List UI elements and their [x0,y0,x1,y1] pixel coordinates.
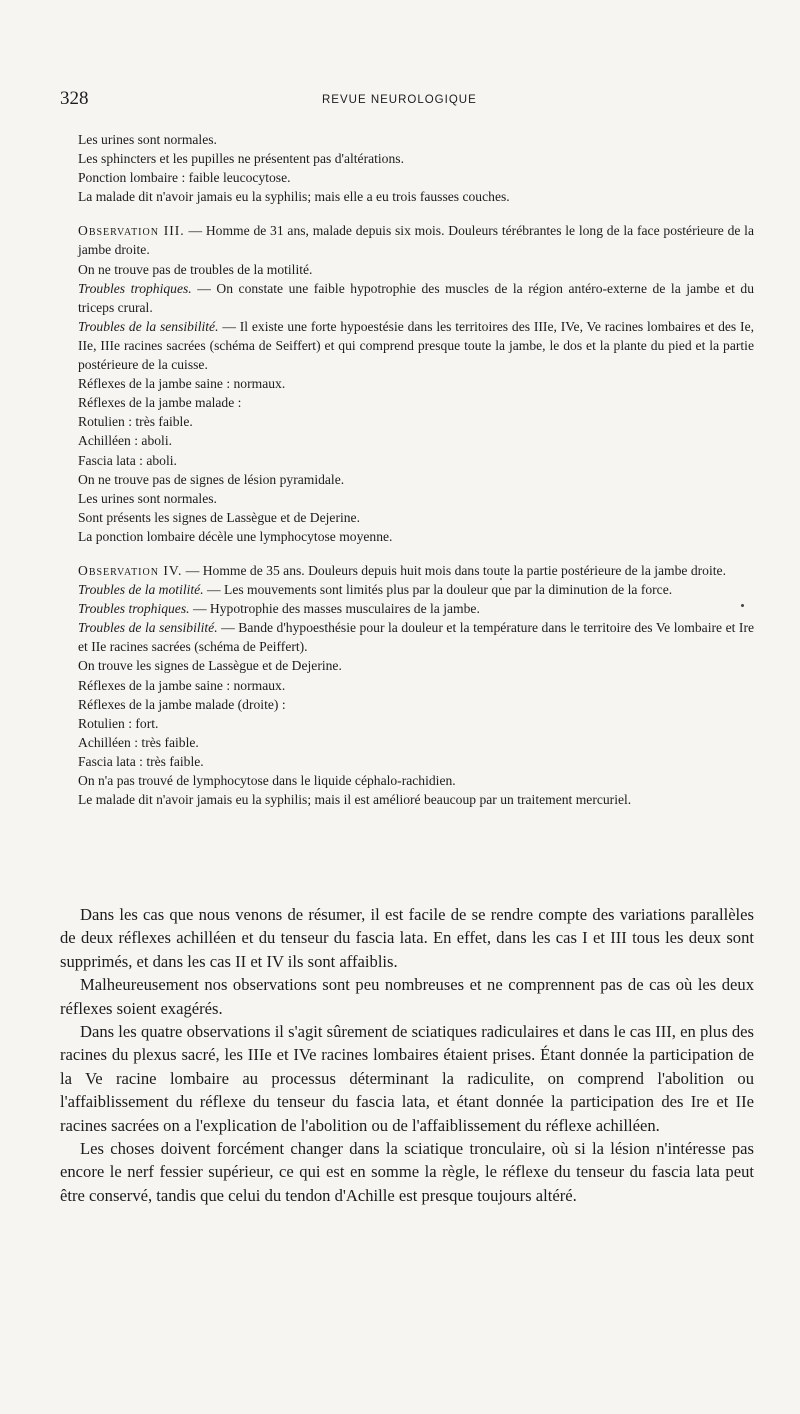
obs3-line: Rotulien : très faible. [78,414,193,430]
obs3-line: Fascia lata : aboli. [78,452,177,468]
obs3-line: On ne trouve pas de signes de lésion pyramidale. [78,471,345,487]
obs3-intro [78,221,754,259]
obs3-line: Réflexes de la jambe malade : [78,395,242,411]
print-speck [741,604,744,607]
page-header [60,88,750,112]
obs4-motility-text: — Les mouvements sont limités plus par la douleur que par la diminution de la force. [207,582,673,598]
obs4-motility-label: Troubles de la motilité. [78,582,204,598]
obs3-sensibility-text: — Il existe une forte hypoestésie dans les territoires des IIIe, IVe, Ve racines lombaires et des Ie, IIe, IIIe racines sacrées (schéma de Seiffert) et qui comprend presque toute la jambe, le dos et la plante du pied et la partie postérieure de la cuisse. [78,318,754,373]
obs4-trophic [78,599,754,618]
obs4-line: Fascia lata : très faible. [78,753,204,769]
discussion-paragraph: Les choses doivent forcément changer dans la sciatique tronculaire, où si la lésion n'intéresse pas encore le nerf fessier supérieur, ce qui est en somme la règle, le réflexe du tenseur du fascia lata peut être conservé, tandis que celui du tendon d'Achille est presque toujours altéré. [60,1139,754,1205]
obs3-sensibility-label: Troubles de la sensibilité. [78,318,219,334]
obs4-line: Achilléen : très faible. [78,734,199,750]
case-reports [78,130,754,809]
obs3-line: Réflexes de la jambe saine : normaux. [78,376,286,392]
obs4-line: On n'a pas trouvé de lymphocytose dans le liquide céphalo-rachidien. [78,773,456,788]
obs4-trophic-label: Troubles trophiques. [78,601,190,617]
obs3-line: La ponction lombaire décèle une lymphocytose moyenne. [78,528,393,544]
obs4-line: Le malade dit n'avoir jamais eu la syphilis; mais il est amélioré beaucoup par un traitement mercuriel. [78,792,632,808]
obs4-sensibility [78,618,754,656]
discussion-paragraph: Dans les cas que nous venons de résumer, il est facile de se rendre compte des variations parallèles de deux réflexes achilléen et du tenseur du fascia lata. En effet, dans les cas I et III tous les deux sont supprimés, et dans les cas II et IV ils sont affaiblis. [60,905,754,971]
obs2-line: La malade dit n'avoir jamais eu la syphilis; mais elle a eu trois fausses couches. [78,189,510,205]
obs2-line: Ponction lombaire : faible leucocytose. [78,170,291,186]
obs3-sensibility [78,317,754,374]
page-number: 328 [60,88,89,109]
discussion-paragraph: Dans les quatre observations il s'agit sûrement de sciatiques radiculaires et dans le cas III, en plus des racines du plexus sacré, les IIIe et IVe racines lombaires étaient prises. Étant donnée la participation de la Ve racine lombaire au processus déterminant la radiculite, on comprend l'abolition ou l'affaiblissement du réflexe du tenseur du fascia lata, et étant donnée la participation des Ire et IIe racines sacrées on a l'explication de l'abolition ou de l'affaiblissement du réflexe achilléen. [60,1022,754,1135]
obs3-line: Les urines sont normales. [78,490,217,506]
obs4-line: Rotulien : fort. [78,715,159,731]
obs2-line: Les urines sont normales. [78,132,217,147]
obs3-intro-text: — Homme de 31 ans, malade depuis six mois. Douleurs térébrantes le long de la face postérieure de la jambe droite. [78,223,754,258]
obs3-line: Sont présents les signes de Lassègue et de Dejerine. [78,509,360,525]
obs4-line: On trouve les signes de Lassègue et de Dejerine. [78,658,342,674]
obs3-trophic-text: — On constate une faible hypotrophie des muscles de la région antéro-externe de la jambe et du triceps crural. [78,280,754,315]
observation-2-tail [78,130,754,206]
obs3-motility: On ne trouve pas de troubles de la motilité. [78,261,313,277]
obs4-motility [78,580,754,599]
obs3-trophic [78,279,754,317]
discussion-paragraph: Malheureusement nos observations sont peu nombreuses et ne comprennent pas de cas où les deux réflexes soient exagérés. [60,975,754,1018]
obs4-sensibility-text: — Bande d'hypoesthésie pour la douleur et la température dans le territoire des Ve lombaire et Ire et IIe racines sacrées (schéma de Peiffert). [78,620,755,655]
obs3-line: Achilléen : aboli. [78,433,172,449]
observation-3 [78,221,754,546]
running-title: REVUE NEUROLOGIQUE [322,94,477,106]
obs4-line: Réflexes de la jambe malade (droite) : [78,696,286,712]
discussion-section [60,903,754,1207]
obs4-intro-text: — Homme de 35 ans. Douleurs depuis huit mois dans toute la partie postérieure de la jambe droite. [185,562,726,578]
observation-4 [78,561,754,809]
obs3-heading: Observation III. [78,223,185,239]
obs4-intro [78,561,754,580]
obs4-line: Réflexes de la jambe saine : normaux. [78,677,286,693]
obs3-trophic-label: Troubles trophiques. [78,280,192,296]
obs2-line: Les sphincters et les pupilles ne présentent pas d'altérations. [78,151,404,167]
obs4-heading: Observation IV. [78,562,183,578]
obs4-sensibility-label: Troubles de la sensibilité. [78,620,218,636]
print-speck [500,578,502,580]
obs4-trophic-text: — Hypotrophie des masses musculaires de la jambe. [192,601,480,617]
